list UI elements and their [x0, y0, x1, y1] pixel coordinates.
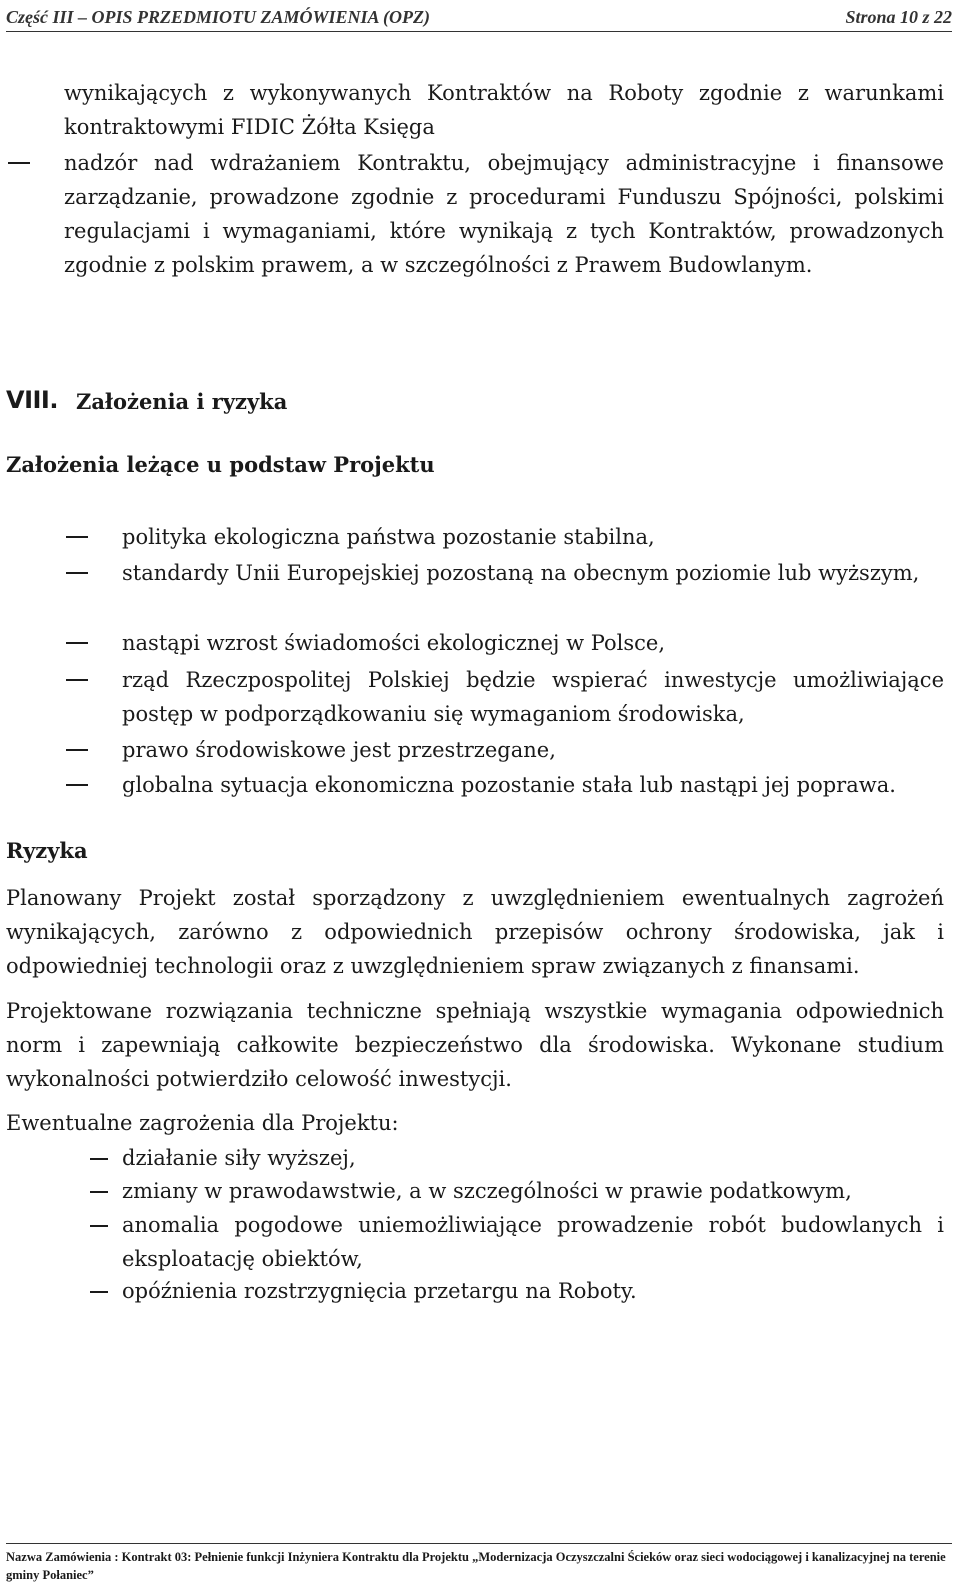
list-item — [90, 1141, 944, 1175]
list-item — [66, 768, 944, 802]
risks-paragraph: Planowany Projekt został sporządzony z uwzględnieniem ewentualnych zagrożeń wynikających, zarówno z odpowiednich przepisów ochrony środowiska, jak i odpowiedniej technologii oraz z uwzględnieniem spraw związanych z finansami. — [6, 886, 944, 978]
dash-icon — [90, 1225, 108, 1227]
dash-icon — [66, 572, 88, 574]
list-item — [66, 663, 944, 731]
dash-icon — [66, 536, 88, 538]
list-item-text: standardy Unii Europejskiej pozostaną na obecnym poziomie lub wyższym, — [122, 561, 920, 585]
page-footer — [6, 1543, 952, 1590]
intro-bullet — [8, 146, 944, 316]
list-item — [66, 556, 944, 624]
list-item — [66, 626, 944, 660]
dash-icon — [66, 679, 88, 681]
dash-icon — [90, 1158, 108, 1160]
list-item-text: opóźnienia rozstrzygnięcia przetargu na Roboty. — [122, 1279, 637, 1303]
list-item — [90, 1174, 944, 1208]
risks-paragraph: Projektowane rozwiązania techniczne spełniają wszystkie wymagania odpowiednich norm i zapewniają całkowite bezpieczeństwo dla środowiska. Wykonane studium wykonalności potwierdziło celowość inwestycji. — [6, 999, 944, 1091]
dash-icon — [90, 1291, 108, 1293]
list-item — [66, 733, 944, 767]
footer-text: Nazwa Zamówienia : Kontrakt 03: Pełnienie funkcji Inżyniera Kontraktu dla Projektu „Modernizacja Oczyszczalni Ścieków oraz sieci wodociągowej i kanalizacyjnej na terenie gminy Połaniec” — [6, 1550, 946, 1582]
dash-icon — [8, 162, 30, 164]
dash-icon — [66, 784, 88, 786]
list-item — [90, 1208, 944, 1276]
dash-icon — [66, 642, 88, 644]
list-item-text: prawo środowiskowe jest przestrzegane, — [122, 738, 556, 762]
threats-intro: Ewentualne zagrożenia dla Projektu: — [6, 1111, 399, 1135]
list-item-text: zmiany w prawodawstwie, a w szczególności w prawie podatkowym, — [122, 1179, 852, 1203]
intro-bullet-text: nadzór nad wdrażaniem Kontraktu, obejmujący administracyjne i finansowe zarządzanie, prowadzone zgodnie z procedurami Funduszu Spójności, polskimi regulacjami i wymaganiami, które wynikają z tych Kontraktów, prowadzonych zgodnie z polskim prawem, a w szczególności z Prawem Budowlanym. — [64, 151, 944, 277]
header-title: Część III – OPIS PRZEDMIOTU ZAMÓWIENIA (OPZ) — [6, 7, 431, 27]
list-item-text: nastąpi wzrost świadomości ekologicznej w Polsce, — [122, 631, 665, 655]
list-item — [90, 1274, 944, 1308]
dash-icon — [66, 749, 88, 751]
list-item — [66, 520, 944, 554]
section-title: Założenia i ryzyka — [76, 389, 288, 414]
intro-continuation: wynikających z wykonywanych Kontraktów na Roboty zgodnie z warunkami kontraktowymi FIDIC Żółta Księga — [64, 81, 944, 139]
risks-heading: Ryzyka — [6, 838, 88, 863]
dash-icon — [90, 1191, 108, 1193]
section-number: VIII. — [6, 386, 58, 414]
assumptions-heading: Założenia leżące u podstaw Projektu — [6, 452, 435, 477]
list-item-text: globalna sytuacja ekonomiczna pozostanie stała lub nastąpi jej poprawa. — [122, 773, 896, 797]
list-item-text: działanie siły wyższej, — [122, 1146, 356, 1170]
page-number: Strona 10 z 22 — [845, 7, 952, 27]
page-header — [6, 5, 952, 32]
list-item-text: polityka ekologiczna państwa pozostanie stabilna, — [122, 525, 655, 549]
list-item-text: anomalia pogodowe uniemożliwiające prowadzenie robót budowlanych i eksploatację obiektów, — [122, 1213, 944, 1271]
list-item-text: rząd Rzeczpospolitej Polskiej będzie wspierać inwestycje umożliwiające postęp w podporządkowaniu się wymaganiom środowiska, — [122, 668, 944, 726]
section-heading — [6, 385, 606, 419]
